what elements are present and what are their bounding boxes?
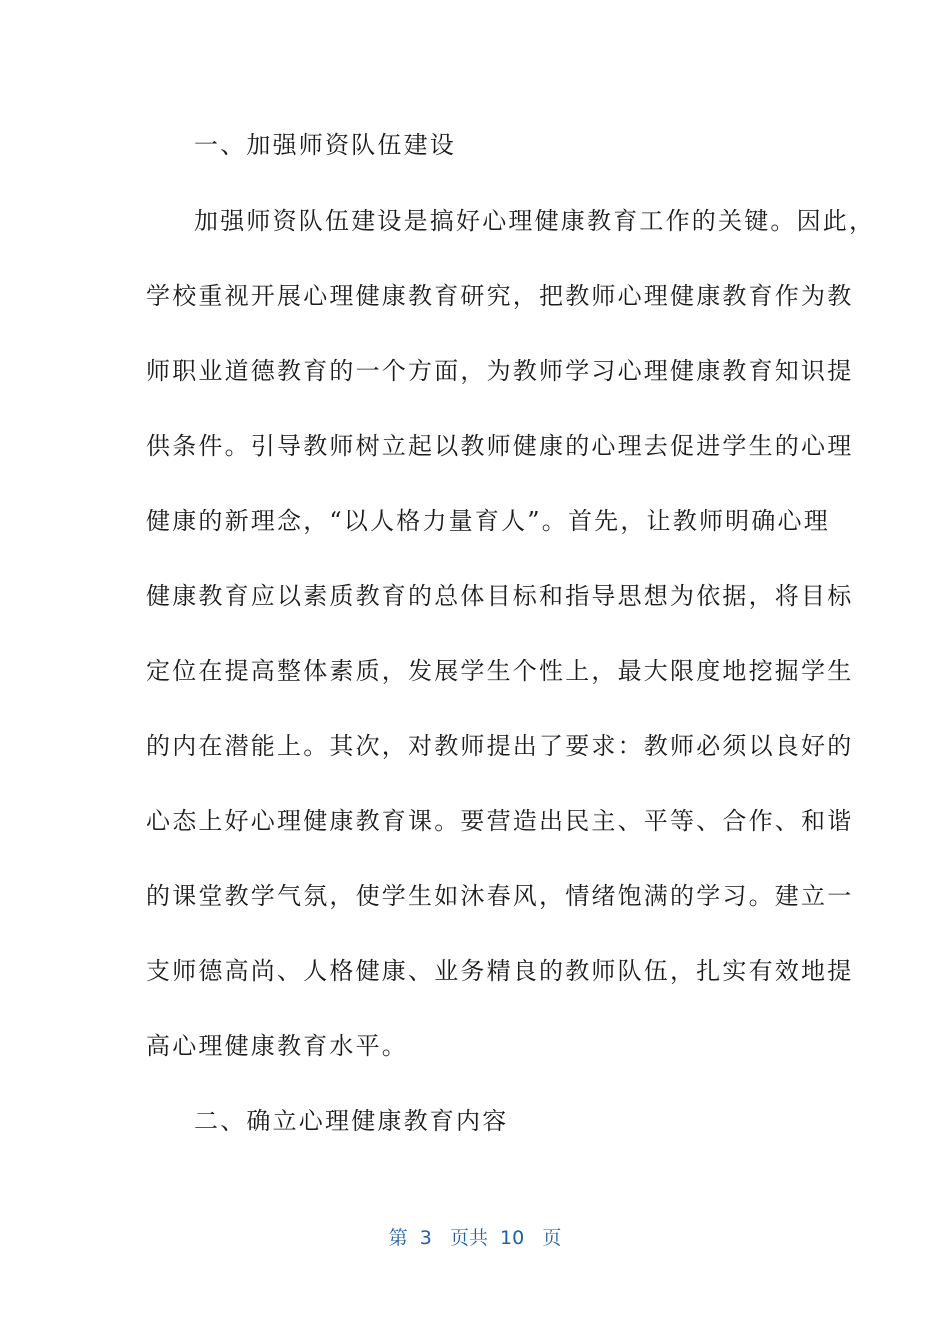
paragraph-line: 健康的新理念，“以人格力量育人”。首先，让教师明确心理 bbox=[146, 507, 830, 535]
paragraph-line: 高心理健康教育水平。 bbox=[146, 1032, 408, 1060]
paragraph-line: 师职业道德教育的一个方面，为教师学习心理健康教育知识提 bbox=[146, 357, 854, 385]
paragraph-line: 定位在提高整体素质，发展学生个性上，最大限度地挖掘学生 bbox=[146, 657, 854, 685]
paragraph-line: 供条件。引导教师树立起以教师健康的心理去促进学生的心理 bbox=[146, 432, 854, 460]
paragraph-line: 加强师资队伍建设是搞好心理健康教育工作的关键。因此， bbox=[194, 207, 876, 235]
paragraph-line: 健康教育应以素质教育的总体目标和指导思想为依据，将目标 bbox=[146, 582, 854, 610]
paragraph-line: 的课堂教学气氛，使学生如沐春风，情绪饱满的学习。建立一 bbox=[146, 882, 854, 910]
paragraph-line: 心态上好心理健康教育课。要营造出民主、平等、合作、和谐 bbox=[146, 807, 854, 835]
paragraph-line: 支师德高尚、人格健康、业务精良的教师队伍，扎实有效地提 bbox=[146, 957, 854, 985]
section-heading-2: 二、确立心理健康教育内容 bbox=[194, 1107, 509, 1135]
paragraph-line: 学校重视开展心理健康教育研究，把教师心理健康教育作为教 bbox=[146, 282, 854, 310]
page-number-footer: 第 3 页共 10 页 bbox=[388, 1227, 562, 1249]
paragraph-line: 的内在潜能上。其次，对教师提出了要求：教师必须以良好的 bbox=[146, 732, 854, 760]
section-heading-1: 一、加强师资队伍建设 bbox=[194, 131, 456, 159]
